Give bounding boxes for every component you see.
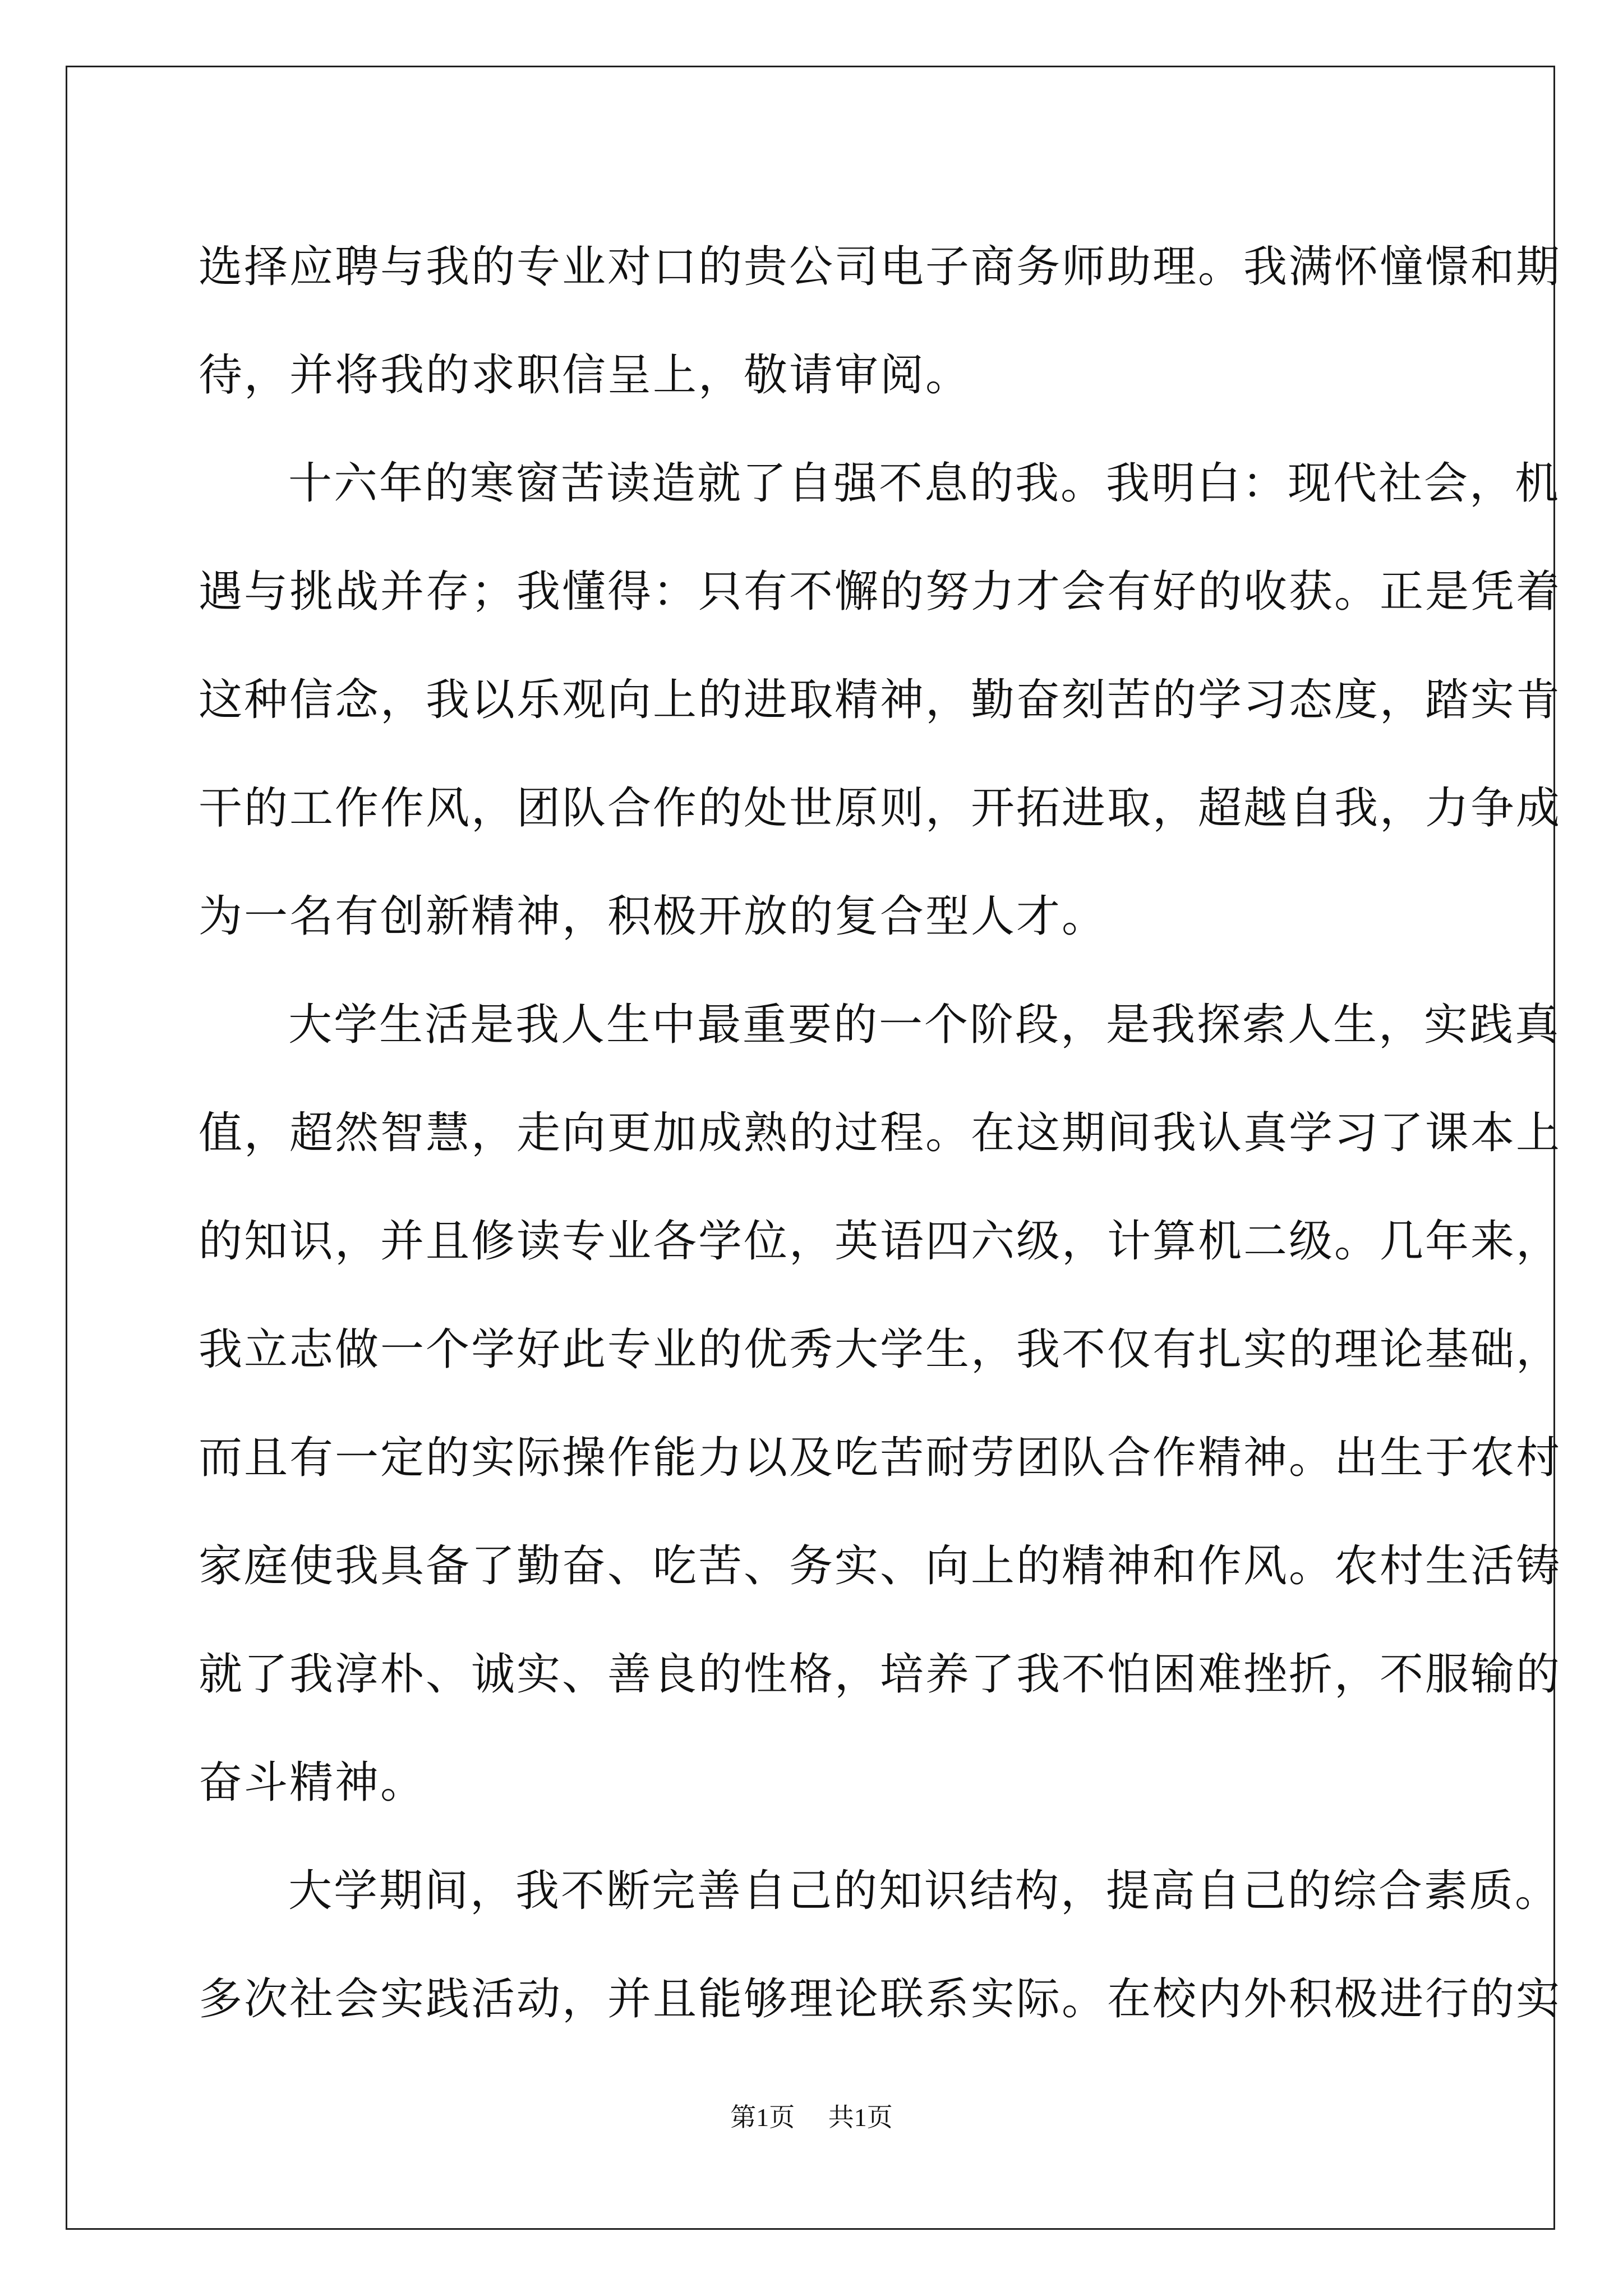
text-line: 干的工作作风，团队合作的处世原则，开拓进取，超越自我，力争成 bbox=[199, 783, 1562, 834]
page-footer bbox=[0, 2097, 1623, 2134]
text-line: 大学期间，我不断完善自己的知识结构，提高自己的综合素质。 bbox=[288, 1866, 1561, 1916]
text-line: 多次社会实践活动，并且能够理论联系实际。在校内外积极进行的实 bbox=[199, 1974, 1562, 2024]
paragraph-1 bbox=[199, 213, 1562, 430]
text-line: 值，超然智慧，走向更加成熟的过程。在这期间我认真学习了课本上 bbox=[199, 1108, 1562, 1158]
text-line: 的知识，并且修读专业各学位，英语四六级，计算机二级。几年来， bbox=[199, 1216, 1562, 1267]
page-total: 共1页 bbox=[828, 2103, 893, 2132]
text-line: 十六年的寒窗苦读造就了自强不息的我。我明白：现代社会，机 bbox=[288, 458, 1561, 509]
text-line: 这种信念，我以乐观向上的进取精神，勤奋刻苦的学习态度，踏实肯 bbox=[199, 675, 1562, 725]
text-line: 遇与挑战并存；我懂得：只有不懈的努力才会有好的收获。正是凭着 bbox=[199, 567, 1562, 617]
text-line: 家庭使我具备了勤奋、吃苦、务实、向上的精神和作风。农村生活铸 bbox=[199, 1541, 1562, 1591]
text-line: 奋斗精神。 bbox=[199, 1757, 426, 1808]
text-line: 待，并将我的求职信呈上，敬请审阅。 bbox=[199, 350, 971, 401]
document-body bbox=[199, 213, 1562, 2054]
text-line: 为一名有创新精神，积极开放的复合型人才。 bbox=[199, 891, 1108, 942]
text-line: 我立志做一个学好此专业的优秀大学生，我不仅有扎实的理论基础， bbox=[199, 1324, 1562, 1375]
text-line: 而且有一定的实际操作能力以及吃苦耐劳团队合作精神。出生于农村 bbox=[199, 1433, 1562, 1483]
page-number: 第1页 bbox=[730, 2103, 795, 2132]
text-line: 大学生活是我人生中最重要的一个阶段，是我探索人生，实践真 bbox=[288, 1000, 1561, 1050]
paragraph-3 bbox=[199, 971, 1562, 1837]
text-line: 选择应聘与我的专业对口的贵公司电子商务师助理。我满怀憧憬和期 bbox=[199, 242, 1562, 292]
text-line: 就了我淳朴、诚实、善良的性格，培养了我不怕困难挫折，不服输的 bbox=[199, 1649, 1562, 1700]
paragraph-4 bbox=[199, 1837, 1562, 2054]
paragraph-2 bbox=[199, 430, 1562, 971]
